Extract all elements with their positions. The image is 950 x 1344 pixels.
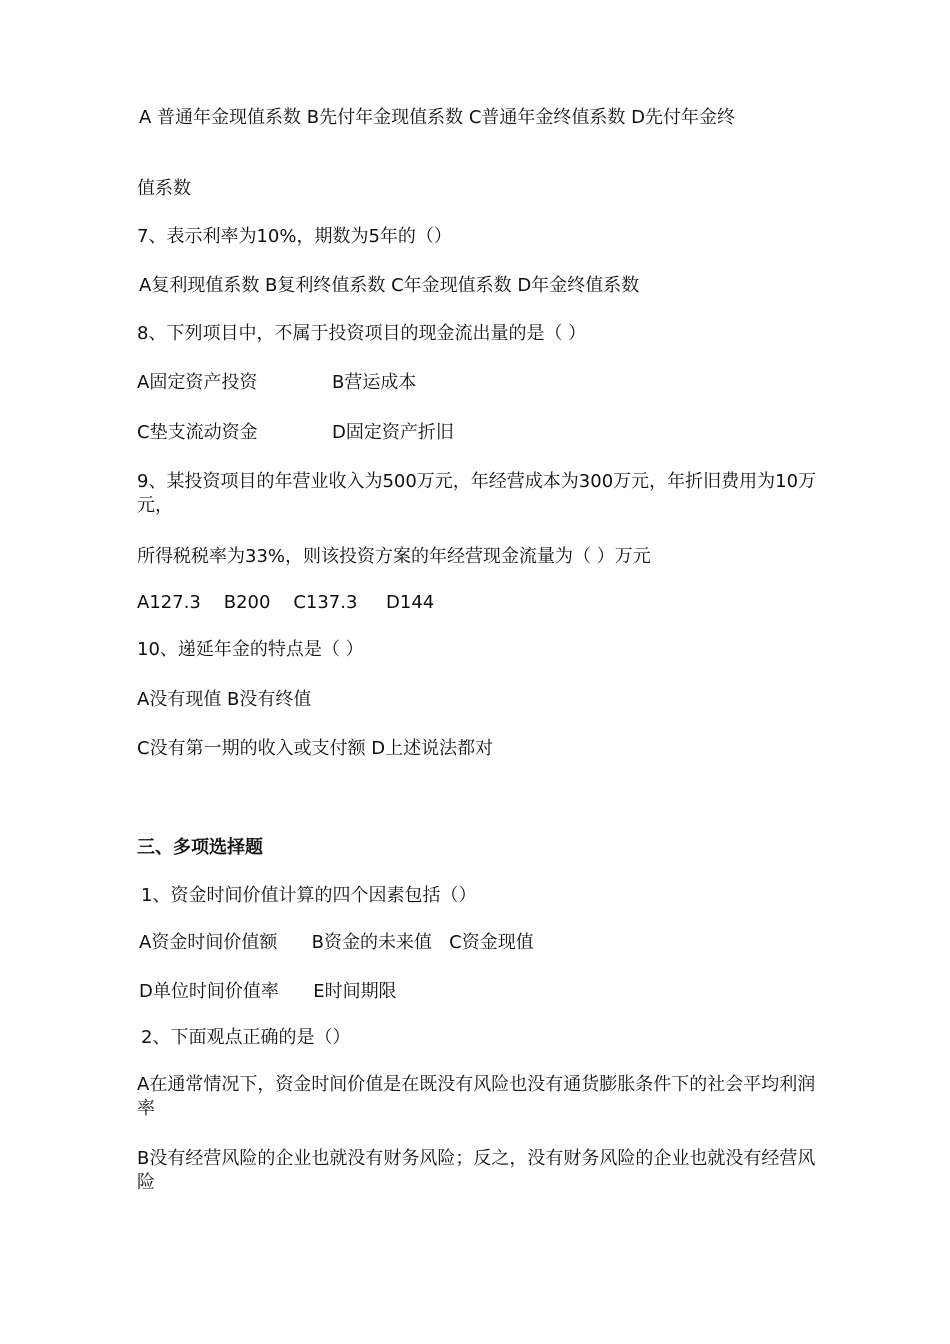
question-9-continued: 所得税税率为33%，则该投资方案的年经营现金流量为（ ）万元	[137, 546, 651, 567]
question-8-option-b: B营运成本	[332, 372, 417, 393]
question-8-option-a: A固定资产投资	[137, 372, 258, 393]
question-8-options-cd	[137, 421, 817, 445]
multi-question-2-option-b: B没有经营风险的企业也就没有财务风险；反之，没有财务风险的企业也就没有经营风险	[137, 1148, 816, 1193]
question-9-options: A127.3 B200 C137.3 D144	[137, 592, 435, 613]
option-line-continued: 值系数	[137, 178, 191, 199]
multi-question-2: 2、下面观点正确的是（）	[141, 1027, 351, 1048]
question-10-options-ab: A没有现值 B没有终值	[137, 689, 312, 710]
question-7: 7、表示利率为10%，期数为5年的（）	[137, 226, 452, 247]
question-8: 8、下列项目中，不属于投资项目的现金流出量的是（ ）	[137, 323, 587, 344]
question-10-options-cd: C没有第一期的收入或支付额 D上述说法都对	[137, 738, 494, 759]
question-7-options: A复利现值系数 B复利终值系数 C年金现值系数 D年金终值系数	[139, 275, 640, 296]
section-heading-multiple-choice: 三、多项选择题	[137, 837, 263, 858]
multi-question-1: 1、资金时间价值计算的四个因素包括（）	[141, 885, 477, 906]
multi-question-1-options-de: D单位时间价值率 E时间期限	[139, 981, 397, 1002]
question-9: 9、某投资项目的年营业收入为500万元，年经营成本为300万元，年折旧费用为10万元，	[137, 471, 817, 516]
option-line-annuity-coefficients: A 普通年金现值系数 B先付年金现值系数 C普通年金终值系数 D先付年金终	[139, 107, 735, 128]
multi-question-2-option-a: A在通常情况下，资金时间价值是在既没有风险也没有通货膨胀条件下的社会平均利润率	[137, 1074, 816, 1119]
question-8-option-d: D固定资产折旧	[332, 422, 454, 443]
question-8-options-ab	[137, 371, 817, 395]
multi-question-1-options-abc: A资金时间价值额 B资金的未来值 C资金现值	[139, 932, 534, 953]
question-10: 10、递延年金的特点是（ ）	[137, 639, 364, 660]
question-8-option-c: C垫支流动资金	[137, 422, 258, 443]
